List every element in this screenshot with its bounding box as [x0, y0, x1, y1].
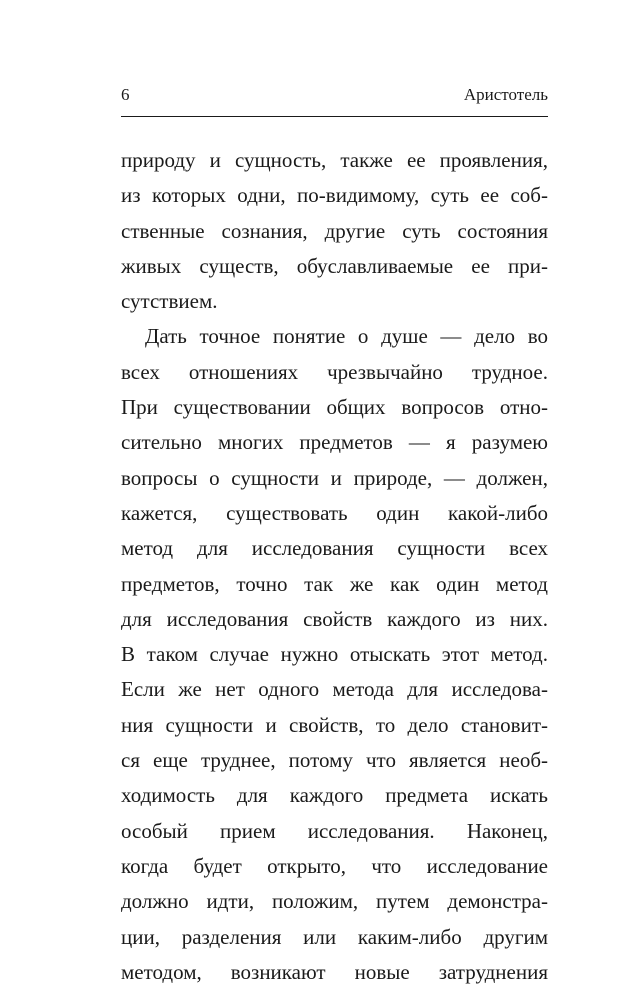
text-line: Если же нет одного метода для исследова- [121, 677, 548, 702]
text-line: ния сущности и свойств, то дело становит- [121, 712, 548, 737]
text-line: особый прием исследования. Наконец, [121, 818, 548, 843]
text-line: В таком случае нужно отыскать этот метод. [121, 642, 548, 667]
text-line: сутствием. [121, 289, 218, 314]
text-line: методом, возникают новые затруднения [121, 959, 548, 984]
text-line: ции, разделения или каким-либо другим [121, 924, 548, 949]
text-line: вопросы о сущности и природе, — должен, [121, 465, 548, 490]
paragraph-first-line: Дать точное понятие о душе — дело во [145, 324, 548, 349]
running-title: Аристотель [463, 85, 548, 104]
page-number: 6 [121, 85, 130, 104]
text-line: ся еще труднее, потому что является необ- [121, 748, 548, 773]
header-rule [121, 116, 548, 117]
text-line: должно идти, положим, путем демонстра- [121, 889, 548, 914]
text-line: из которых одни, по-видимому, суть ее соб- [121, 183, 548, 208]
text-line: ственные сознания, другие суть состояния [121, 218, 548, 243]
text-line: когда будет открыто, что исследование [121, 853, 548, 878]
text-line: метод для исследования сущности всех [121, 536, 548, 561]
body-text [121, 143, 548, 990]
text-line: живых существ, обуславливаемые ее при- [121, 253, 548, 278]
text-line: для исследования свойств каждого из них. [121, 606, 548, 631]
text-line: предметов, точно так же как один метод [121, 571, 548, 596]
running-header [121, 84, 548, 106]
text-line: сительно многих предметов — я разумею [121, 430, 548, 455]
text-line: кажется, существовать один какой-либо [121, 500, 548, 525]
text-line: При существовании общих вопросов отно- [121, 395, 548, 420]
text-line: природу и сущность, также ее проявления, [121, 148, 548, 172]
text-line: ходимость для каждого предмета искать [121, 783, 548, 808]
text-line: всех отношениях чрезвычайно трудное. [121, 359, 548, 384]
